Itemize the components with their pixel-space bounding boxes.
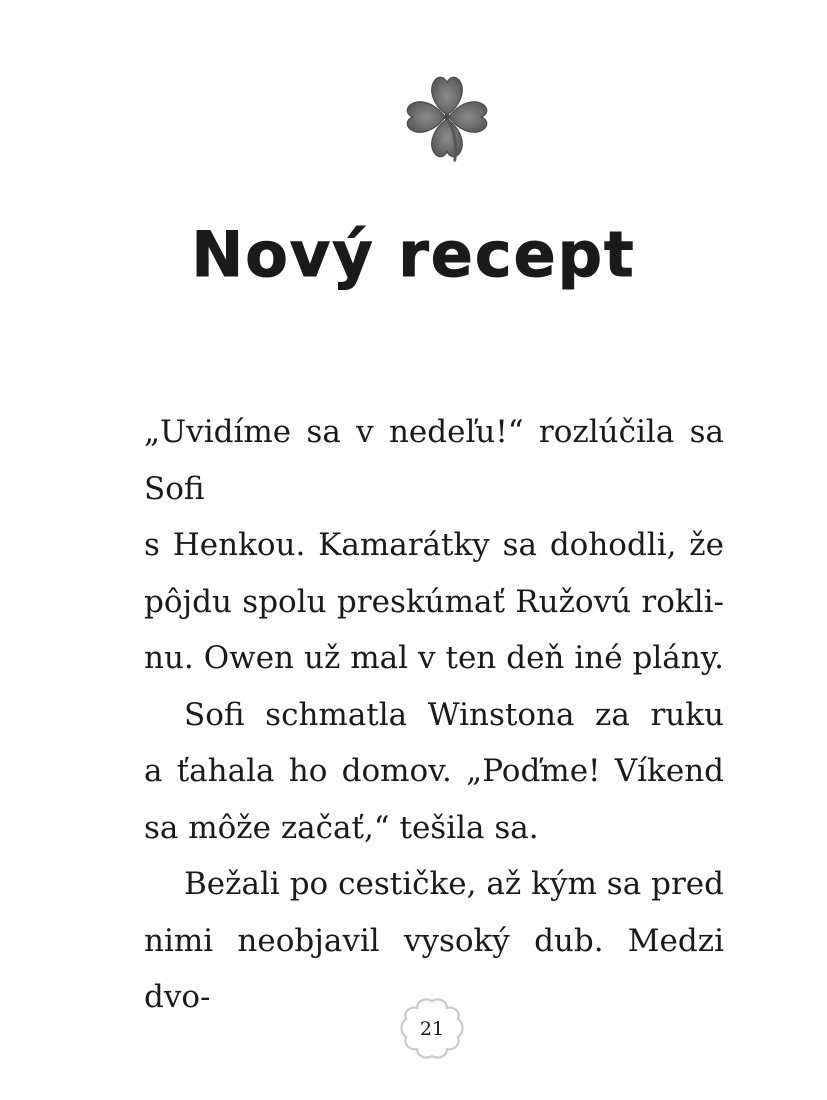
paragraph-lines [144, 404, 724, 1026]
text-line: nu. Owen už mal v ten deň iné plány. [144, 640, 724, 676]
text-line: a ťahala ho domov. „Poďme! Víkend [144, 753, 724, 789]
four-leaf-clover-icon [398, 68, 496, 166]
text-line: Bežali po cestičke, až kým sa pred [184, 866, 724, 902]
page-number: 21 [419, 1018, 445, 1040]
page-number-badge [397, 995, 467, 1063]
text-line: Sofi schmatla Winstona za ruku [184, 696, 724, 733]
body-text [144, 404, 724, 1026]
text-line: „Uvidíme sa v nedeľu!“ rozlúčila sa Sofi [144, 414, 724, 507]
text-line: nimi neobjavil vysoký dub. Medzi dvo- [144, 922, 724, 1015]
text-line: pôjdu spolu preskúmať Ružovú rokli- [144, 583, 724, 620]
chapter-title: Nový recept [191, 218, 636, 291]
text-line: sa môže začať,“ tešila sa. [144, 809, 539, 846]
text-line: s Henkou. Kamarátky sa dohodli, že [144, 527, 724, 563]
